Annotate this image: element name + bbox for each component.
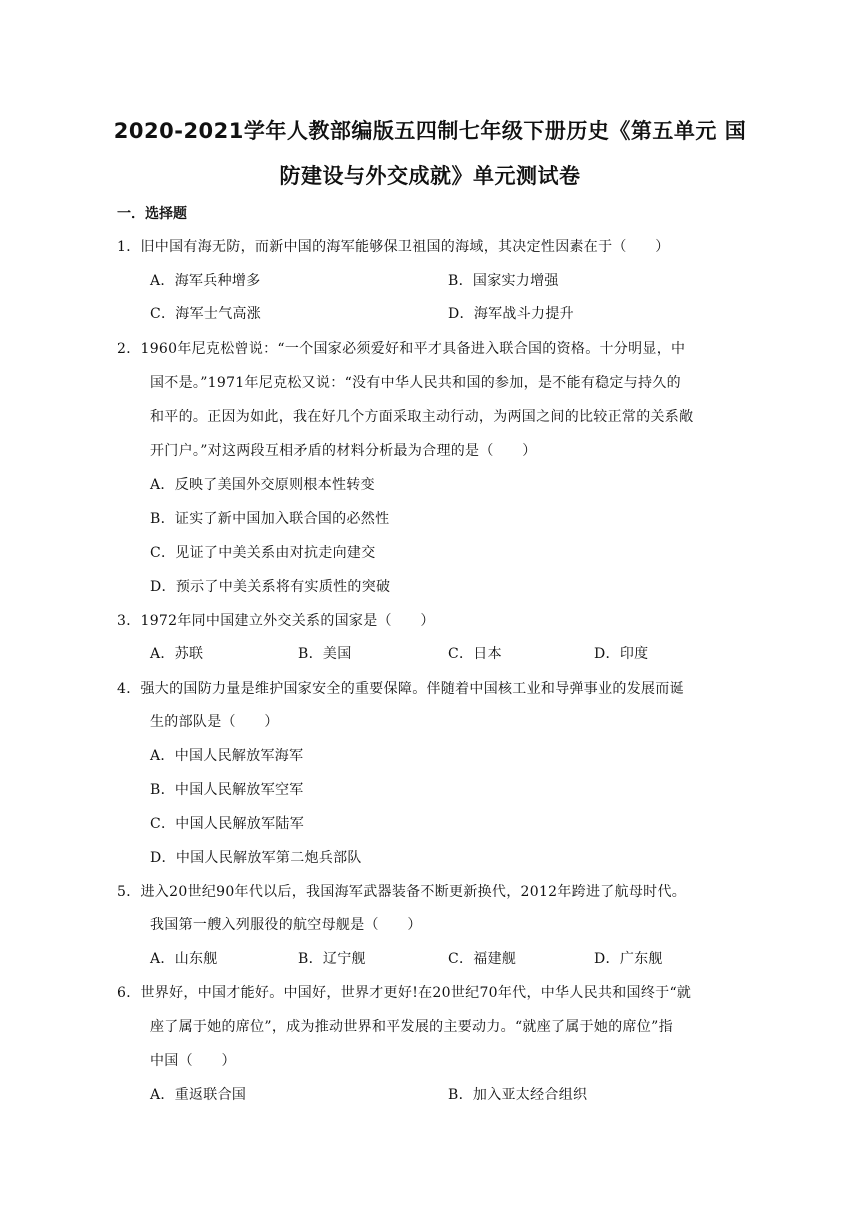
- title-line-2: 防建设与外交成就》单元测试卷: [279, 164, 581, 188]
- option-b: B．辽宁舰: [298, 951, 366, 967]
- question-text: 5．进入20世纪90年代以后，我国海军武器装备不断更新换代，2012年跨进了航母时代。: [117, 884, 687, 900]
- option-d: D．印度: [594, 646, 649, 662]
- option-b: B．国家实力增强: [448, 273, 559, 289]
- option-b: B．加入亚太经合组织: [448, 1087, 588, 1103]
- question-text: 3．1972年同中国建立外交关系的国家是（ ）: [117, 613, 435, 629]
- question-text-cont: 开门户。”对这两段互相矛盾的材料分析最为合理的是（ ）: [150, 443, 537, 459]
- question-text-cont: 中国（ ）: [150, 1053, 236, 1069]
- question-text: 1．旧中国有海无防，而新中国的海军能够保卫祖国的海域，其决定性因素在于（ ）: [117, 239, 670, 255]
- option-a: A．中国人民解放军海军: [150, 748, 304, 764]
- option-d: D．预示了中美关系将有实质性的突破: [150, 579, 391, 595]
- option-c: C．见证了中美关系由对抗走向建交: [150, 545, 376, 561]
- option-b: B．中国人民解放军空军: [150, 782, 304, 798]
- question-text: 4．强大的国防力量是维护国家安全的重要保障。伴随着中国核工业和导弹事业的发展而诞: [117, 681, 684, 697]
- option-c: C．中国人民解放军陆军: [150, 816, 305, 832]
- option-a: A．反映了美国外交原则根本性转变: [150, 477, 375, 493]
- question-text: 6．世界好，中国才能好。中国好，世界才更好!在20世纪70年代，中华人民共和国终于“就: [117, 985, 692, 1001]
- option-c: C．海军士气高涨: [150, 306, 262, 322]
- option-b: B．美国: [298, 646, 352, 662]
- option-a: A．重返联合国: [150, 1087, 247, 1103]
- option-b: B．证实了新中国加入联合国的必然性: [150, 511, 390, 527]
- option-d: D．广东舰: [594, 951, 663, 967]
- question-text-cont: 和平的。正因为如此，我在好几个方面采取主动行动，为两国之间的比较正常的关系敞: [150, 409, 694, 425]
- option-a: A．苏联: [150, 646, 204, 662]
- title-line-1: 2020-2021学年人教部编版五四制七年级下册历史《第五单元 国: [113, 119, 747, 143]
- question-text-cont: 生的部队是（ ）: [150, 714, 279, 730]
- question-text: 2．1960年尼克松曾说：“一个国家必须爱好和平才具备进入联合国的资格。十分明显，中: [117, 341, 686, 357]
- option-a: A．海军兵种增多: [150, 273, 261, 289]
- option-a: A．山东舰: [150, 951, 218, 967]
- option-c: C．福建舰: [448, 951, 517, 967]
- option-d: D．中国人民解放军第二炮兵部队: [150, 850, 362, 866]
- question-text-cont: 座了属于她的席位”，成为推动世界和平发展的主要动力。“就座了属于她的席位”指: [150, 1019, 673, 1035]
- option-d: D．海军战斗力提升: [448, 306, 574, 322]
- option-c: C．日本: [448, 646, 502, 662]
- section-heading: 一．选择题: [117, 206, 187, 222]
- question-text-cont: 国不是。”1971年尼克松又说：“没有中华人民共和国的参加，是不能有稳定与持久的: [150, 375, 681, 391]
- question-text-cont: 我国第一艘入列服役的航空母舰是（ ）: [150, 917, 422, 933]
